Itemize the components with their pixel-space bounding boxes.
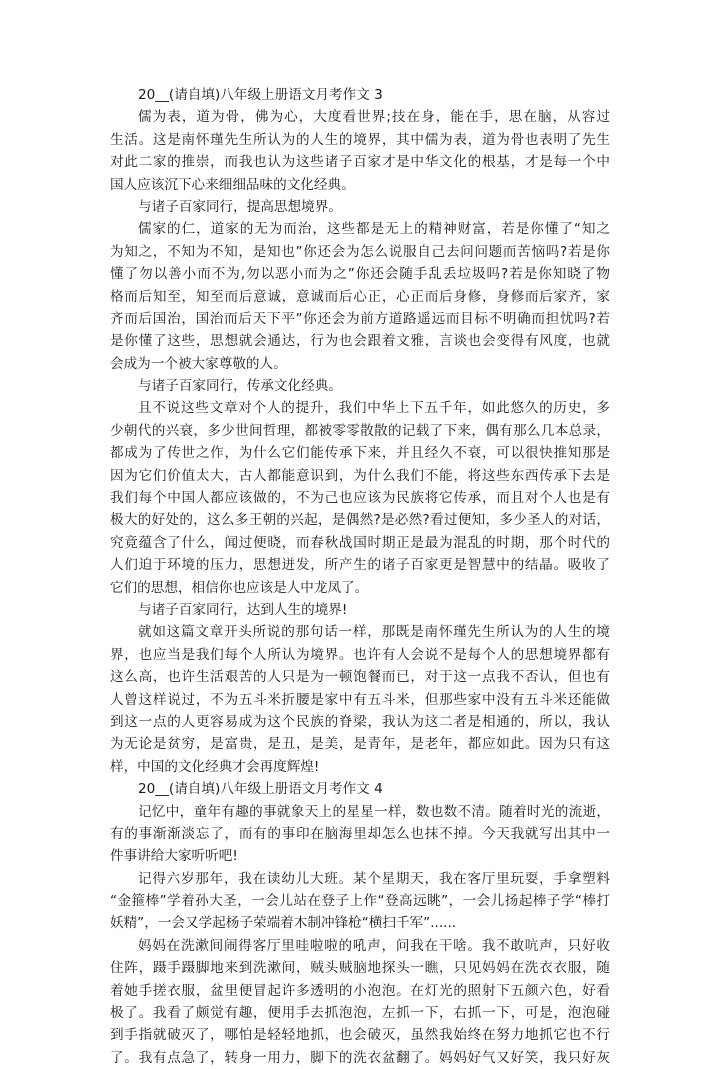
essay4-line: 妖精”，一会又学起杨子荣端着木制冲锋枪“横扫千军”...... xyxy=(110,915,457,932)
essay3-line: 是你懂了这些，思想就会通达，行为也会跟着文雅，言谈也会变得有风度，也就 xyxy=(110,333,610,350)
essay3-line: 会成为一个被大家尊敬的人。 xyxy=(110,355,287,372)
essay3-line: 对此二家的推崇，而我也认为这些诸子百家才是中华文化的根基，才是每一个中 xyxy=(110,154,610,171)
essay3-line: 国人应该沉下心来细细品味的文化经典。 xyxy=(110,176,355,193)
essay4-title: 20__(请自填)八年级上册语文月考作文 4 xyxy=(138,781,383,798)
essay4-line: 住阵，蹑手蹑脚地来到洗漱间，贼头贼脑地探头一瞧，只见妈妈在洗衣衣服，随 xyxy=(110,960,610,977)
essay3-line: 格而后知至，知至而后意诚，意诚而后心正，心正而后身修，身修而后家齐，家 xyxy=(110,288,610,305)
essay4-line: 妈妈在洗漱间闹得客厅里哇啦啦的吼声，问我在干啥。我不敢吭声，只好收 xyxy=(138,937,610,954)
essay3-line: 为知之，不知为不知，是知也”你还会为怎么说服自己去问问题而苦恼吗?若是你 xyxy=(110,243,610,260)
essay3-line: 因为它们价值太大，古人都能意识到，为什么我们不能，将这些东西传承下去是 xyxy=(110,467,610,484)
essay4-line: 件事讲给大家听听吧! xyxy=(110,848,238,865)
essay3-line: 儒家的仁，道家的无为而治，这些都是无上的精神财富，若是你懂了“知之 xyxy=(138,221,610,238)
essay3-line: 界，也应当是我们每个人所认为境界。也许有人会说不是每个人的思想境界都有 xyxy=(110,646,610,663)
essay3-line: 究竟蕴含了什么，闻过便晓，而春秋战国时期正是最为混乱的时期，那个时代的 xyxy=(110,534,610,551)
essay3-line: 生活。这是南怀瑾先生所认为的人生的境界，其中儒为表，道为骨也表明了先生 xyxy=(110,131,610,148)
essay4-line: 着她手搓衣服，盆里便冒起许多透明的小泡泡。在灯光的照射下五颜六色，好看 xyxy=(110,982,610,999)
essay3-line: 就如这篇文章开头所说的那句话一样，那既是南怀瑾先生所认为的人生的境 xyxy=(138,624,610,641)
essay3-line: 这么高，也许生活艰苦的人只是为一顿饱餐而已，对于这一点我不否认，但也有 xyxy=(110,669,610,686)
essay4-line: “金箍棒”学着孙大圣，一会儿站在登子上作“登高远眺”，一会儿扬起棒子学“棒打 xyxy=(110,893,610,910)
essay3-subheading: 与诸子百家同行，提高思想境界。 xyxy=(138,198,342,215)
essay3-line: 懂了勿以善小而不为,勿以恶小而为之”你还会随手乱丢垃圾吗?若是你知晓了物 xyxy=(110,266,610,283)
essay4-line: 了。我有点急了，转身一用力，脚下的洗衣盆翻了。妈妈好气又好笑，我只好灰 xyxy=(110,1049,610,1066)
essay3-line: 齐而后国治，国治而后天下平”你还会为前方道路遥远而目标不明确而担忧吗?若 xyxy=(110,310,610,327)
essay3-line: 人们迫于环境的压力，思想迸发，所产生的诸子百家更是智慧中的结晶。吸收了 xyxy=(110,557,610,574)
essay3-line: 到这一点的人更容易成为这个民族的脊梁，我认为这二者是相通的，所以，我认 xyxy=(110,713,610,730)
essay3-title: 20__(请自填)八年级上册语文月考作文 3 xyxy=(138,87,383,103)
essay3-line: 为无论是贫穷，是富贵，是丑，是美，是青年，是老年，都应如此。因为只有这 xyxy=(110,736,610,753)
essay4-line: 记忆中，童年有趣的事就象天上的星星一样，数也数不清。随着时光的流逝， xyxy=(138,803,610,820)
essay4-line: 极了。我看了颇觉有趣，便用手去抓泡泡，左抓一下，右抓一下，可是，泡泡碰 xyxy=(110,1005,610,1022)
essay3-line: 都成为了传世之作，为什么它们能传承下来，并且经久不衰，可以很快推知那是 xyxy=(110,445,610,462)
essay3-line: 极大的好处的，这么多王朝的兴起，是偶然?是必然?看过便知，多少圣人的对话， xyxy=(110,512,610,529)
essay3-line: 人曾这样说过，不为五斗米折腰是家中有五斗米，但那些家中没有五斗米还能做 xyxy=(110,691,610,708)
essay3-line: 儒为表，道为骨，佛为心，大度看世界;技在身，能在手，思在脑，从容过 xyxy=(138,109,610,126)
essay3-subheading: 与诸子百家同行，传承文化经典。 xyxy=(138,378,342,395)
essay3-subheading: 与诸子百家同行，达到人生的境界! xyxy=(138,601,348,618)
essay4-line: 到手指就破灭了，哪怕是轻轻地抓，也会破灭，虽然我始终在努力地抓它也不行 xyxy=(110,1027,610,1044)
essay3-line: 我们每个中国人都应该做的，不为己也应该为民族将它传承，而且对个人也是有 xyxy=(110,490,610,507)
essay3-line: 且不说这些文章对个人的提升，我们中华上下五千年，如此悠久的历史，多 xyxy=(138,400,610,417)
essay3-line: 它们的思想，相信你也应该是人中龙凤了。 xyxy=(110,579,369,596)
essay3-line: 少朝代的兴衰，多少世间哲理，都被零零散散的记载了下来，偶有那么几本总录， xyxy=(110,422,610,439)
essay4-line: 有的事渐渐淡忘了，而有的事印在脑海里却怎么也抹不掉。今天我就写出其中一 xyxy=(110,825,610,842)
essay3-line: 样，中国的文化经典才会再度辉煌! xyxy=(110,758,320,775)
document-page xyxy=(110,84,610,1069)
essay4-line: 记得六岁那年，我在读幼儿大班。某个星期天，我在客厅里玩耍，手拿塑料 xyxy=(138,870,610,887)
